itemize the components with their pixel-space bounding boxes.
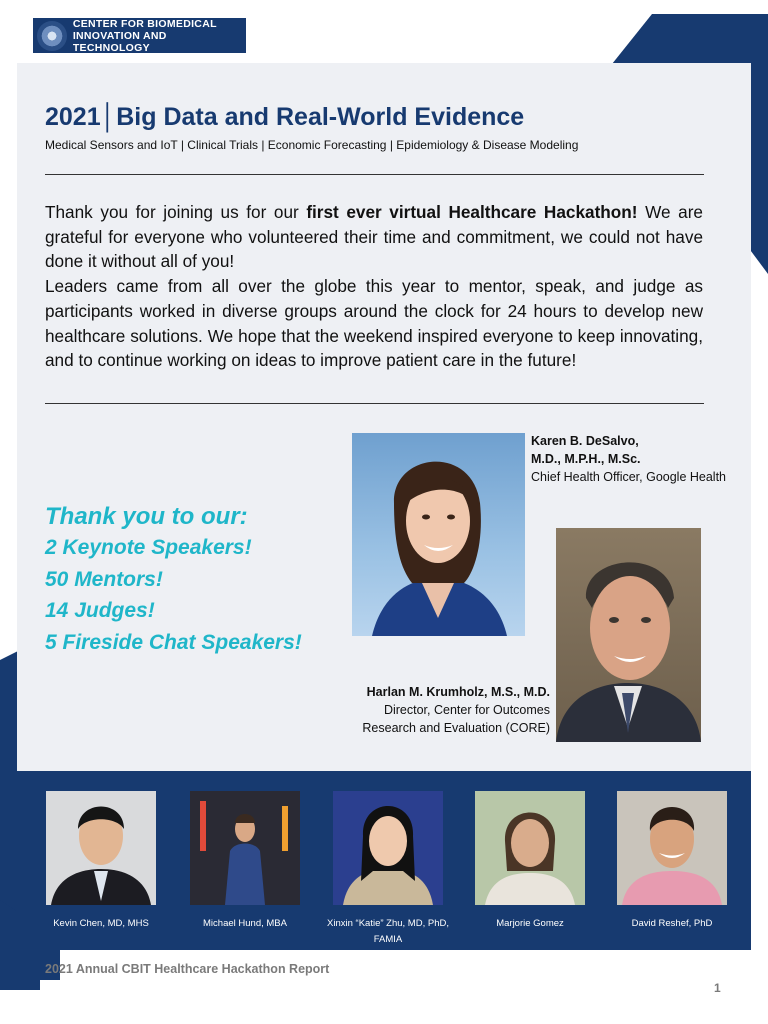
mentor-name-3: Xinxin “Katie” Zhu, MD, PhD, FAMIA [327,918,449,945]
keynote-name: Harlan M. Krumholz, M.S., M.D. [366,685,550,699]
logo-mark-icon [37,21,67,51]
keynote-role: Research and Evaluation (CORE) [362,721,550,735]
mentor-photo-3 [333,791,443,905]
mentor-name-5: David Reshef, PhD [631,918,713,929]
mentor-photo-5 [617,791,727,905]
intro-paragraph-2: Leaders came from all over the globe this year to mentor, speak, and judge as participants worked in diverse groups around the clock for 24 hours to develop new healthcare solutions. We hope that the weekend inspired everyone to keep innovating, and to continue working on ideas to improve patient care in the future! [45,276,703,371]
thank-you-list [45,502,302,658]
keynote-role: Director, Center for Outcomes [383,703,550,717]
mentor-name-1: Kevin Chen, MD, MHS [53,918,149,929]
page-title: 2021│Big Data and Real-World Evidence [45,103,525,131]
mentor-photo-2 [190,791,300,905]
mentor-name-4: Marjorie Gomez [496,918,564,929]
footer-title: 2021 Annual CBIT Healthcare Hackathon Report [45,962,330,976]
thank-you-line: 5 Fireside Chat Speakers! [45,630,302,654]
keynote-caption-desalvo [531,432,726,486]
thank-you-line: 2 Keynote Speakers! [45,536,252,559]
cbit-logo [33,18,246,53]
thank-you-line: 14 Judges! [45,599,155,622]
intro-text [45,200,703,373]
mentor-photo-4 [475,791,585,905]
thank-you-title: Thank you to our: [45,503,248,530]
intro-paragraph-1: Thank you for joining us for our first ever virtual Healthcare Hackathon! We are grateful for everyone who volunteered their time and commitment, we could not have done it without all of you! [45,202,703,272]
keynote-photo-krumholz [556,528,701,742]
keynote-degrees: M.D., M.P.H., M.Sc. [531,452,641,466]
keynote-name: Karen B. DeSalvo, [531,434,639,448]
thank-you-line: 50 Mentors! [45,567,163,591]
keynote-caption-krumholz [340,683,550,737]
logo-line1: CENTER FOR BIOMEDICAL [72,17,217,30]
mentor-name-2: Michael Hund, MBA [203,918,287,929]
divider-top [45,174,704,175]
divider-bottom [45,403,704,404]
page-subtitle: Medical Sensors and IoT | Clinical Trials | Economic Forecasting | Epidemiology & Disease Modeling [45,138,579,152]
keynote-role: Chief Health Officer, Google Health [531,470,727,484]
keynote-photo-desalvo [352,433,525,636]
logo-line2: INNOVATION AND TECHNOLOGY [72,29,167,54]
mentor-photo-1 [46,791,156,905]
page-number: 1 [714,981,721,995]
